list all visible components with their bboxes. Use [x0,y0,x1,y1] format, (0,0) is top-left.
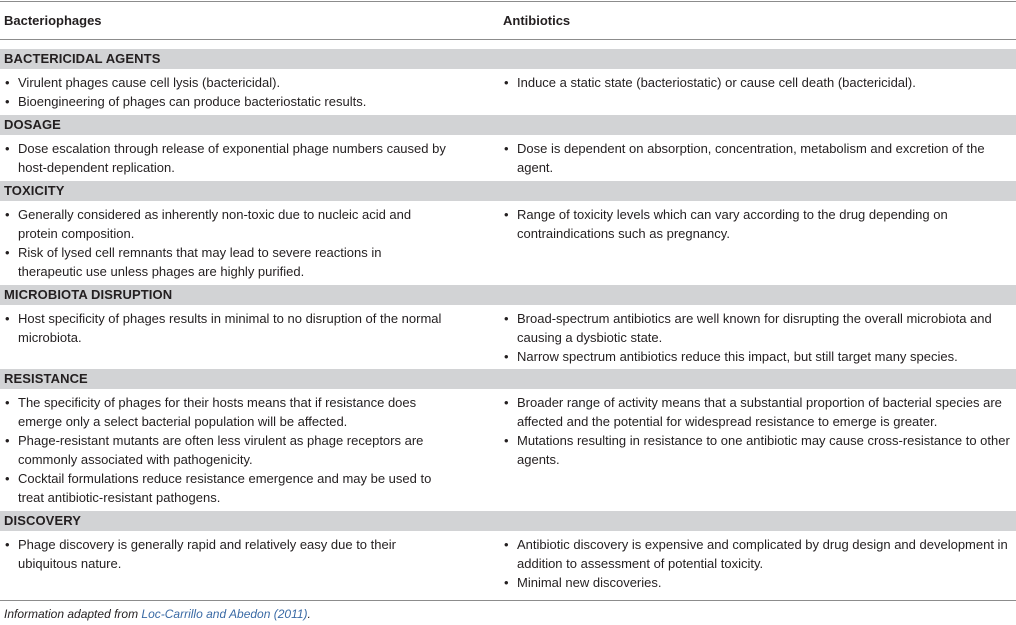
antibiotic-cell [503,393,1015,469]
list-item: • Generally considered as inherently non-toxic due to nucleic acid and protein composition. [5,207,412,241]
list-item: • Phage-resistant mutants are often less virulent as phage receptors are commonly associated with pathogenicity. [5,433,424,467]
list-item: • Dose escalation through release of exponential phage numbers caused by host-dependent replication. [5,141,446,175]
section-title: RESISTANCE [4,371,88,386]
list-item: • Antibiotic discovery is expensive and complicated by drug design and development in addition to assessment of potential toxicity. [504,537,1008,571]
column-header-antibiotics: Antibiotics [503,13,571,28]
phage-cell [4,393,454,507]
list-item: • Range of toxicity levels which can vary according to the drug depending on contraindications such as pregnancy. [504,207,948,241]
phage-cell [4,535,434,573]
antibiotic-cell [503,139,1013,177]
list-item: • Virulent phages cause cell lysis (bactericidal). [5,75,281,90]
section-band [0,115,1016,135]
list-item: • Mutations resulting in resistance to one antibiotic may cause cross-resistance to other agents. [504,433,1010,467]
list-item: • Host specificity of phages results in minimal to no disruption of the normal microbiota. [5,311,442,345]
section-band [0,49,1016,69]
list-item: • Risk of lysed cell remnants that may lead to severe reactions in therapeutic use unless phages are highly purified. [5,245,382,279]
bottom-rule [0,600,1016,601]
list-item: • The specificity of phages for their hosts means that if resistance does emerge only a select bacterial population will be affected. [5,395,417,429]
phage-cell [4,205,444,281]
list-item: • Induce a static state (bacteriostatic) or cause cell death (bactericidal). [504,75,916,90]
list-item: • Broad-spectrum antibiotics are well known for disrupting the overall microbiota and causing a dysbiotic state. [504,311,992,345]
section-band [0,369,1016,389]
footnote-suffix: . [307,607,311,621]
antibiotic-cell [503,309,1015,366]
list-item: • Broader range of activity means that a substantial proportion of bacterial species are affected and the potential for widespread resistance to emerge is greater. [504,395,1002,429]
phage-cell [4,73,474,111]
section-title: DISCOVERY [4,513,81,528]
section-title: TOXICITY [4,183,65,198]
list-item: • Minimal new discoveries. [504,575,662,590]
footnote-prefix: Information adapted from [4,607,142,621]
phage-cell [4,309,474,347]
section-title: DOSAGE [4,117,61,132]
list-item: • Cocktail formulations reduce resistance emergence and may be used to treat antibiotic-resistant pathogens. [5,471,432,505]
list-item: • Narrow spectrum antibiotics reduce this impact, but still target many species. [504,349,958,364]
list-item: • Dose is dependent on absorption, concentration, metabolism and excretion of the agent. [504,141,985,175]
section-band [0,511,1016,531]
antibiotic-cell [503,73,1013,92]
section-title: BACTERICIDAL AGENTS [4,51,161,66]
top-rule [0,1,1016,2]
citation-link[interactable]: Loc-Carrillo and Abedon (2011) [141,607,308,621]
antibiotic-cell [503,205,983,243]
antibiotic-cell [503,535,1015,592]
section-band [0,181,1016,201]
header-rule [0,39,1016,40]
list-item: • Phage discovery is generally rapid and relatively easy due to their ubiquitous nature. [5,537,396,571]
section-title: MICROBIOTA DISRUPTION [4,287,173,302]
list-item: • Bioengineering of phages can produce bacteriostatic results. [5,94,367,109]
section-band [0,285,1016,305]
phage-cell [4,139,474,177]
table-footnote [4,607,311,621]
column-header-bacteriophages: Bacteriophages [4,13,102,28]
